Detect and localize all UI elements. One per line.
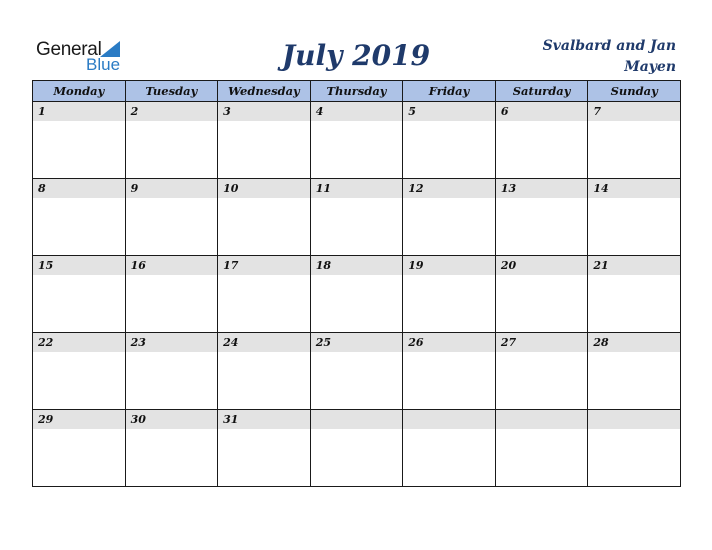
- day-cell: [495, 256, 588, 333]
- day-cell: [33, 179, 126, 256]
- day-cell: [218, 256, 311, 333]
- day-number: 3: [218, 102, 310, 121]
- day-number: 6: [496, 102, 588, 121]
- day-number: 19: [403, 256, 495, 275]
- weekday-tuesday: Tuesday: [125, 81, 218, 102]
- day-cell: [495, 102, 588, 179]
- day-cell: [125, 410, 218, 487]
- day-cell: [310, 410, 403, 487]
- day-cell: [218, 333, 311, 410]
- day-number: 28: [588, 333, 680, 352]
- day-cell: [403, 410, 496, 487]
- weekday-sunday: Sunday: [588, 81, 681, 102]
- day-number: 29: [33, 410, 125, 429]
- day-number: [311, 410, 403, 429]
- week-row: [33, 256, 681, 333]
- day-number: 5: [403, 102, 495, 121]
- day-cell: [403, 102, 496, 179]
- day-cell: [403, 256, 496, 333]
- day-cell: [218, 410, 311, 487]
- week-row: [33, 179, 681, 256]
- week-row: [33, 333, 681, 410]
- day-number: 24: [218, 333, 310, 352]
- day-number: 17: [218, 256, 310, 275]
- day-cell: [495, 179, 588, 256]
- weekday-monday: Monday: [33, 81, 126, 102]
- day-cell: [310, 333, 403, 410]
- day-number: 22: [33, 333, 125, 352]
- day-number: 27: [496, 333, 588, 352]
- weekday-friday: Friday: [403, 81, 496, 102]
- day-cell: [125, 256, 218, 333]
- day-number: 12: [403, 179, 495, 198]
- day-cell: [33, 410, 126, 487]
- day-number: 8: [33, 179, 125, 198]
- day-cell: [310, 179, 403, 256]
- weekday-thursday: Thursday: [310, 81, 403, 102]
- day-cell: [310, 102, 403, 179]
- day-cell: [588, 102, 681, 179]
- day-cell: [495, 410, 588, 487]
- day-number: 14: [588, 179, 680, 198]
- day-number: 30: [126, 410, 218, 429]
- weekday-saturday: Saturday: [495, 81, 588, 102]
- generalblue-logo: [36, 40, 136, 76]
- weekday-wednesday: Wednesday: [218, 81, 311, 102]
- week-row: [33, 102, 681, 179]
- day-number: 20: [496, 256, 588, 275]
- day-number: 1: [33, 102, 125, 121]
- day-cell: [588, 410, 681, 487]
- day-number: 25: [311, 333, 403, 352]
- day-cell: [403, 333, 496, 410]
- logo-word-general: General: [36, 39, 102, 60]
- day-number: [496, 410, 588, 429]
- day-number: 21: [588, 256, 680, 275]
- day-number: 7: [588, 102, 680, 121]
- day-number: 16: [126, 256, 218, 275]
- day-cell: [125, 102, 218, 179]
- day-cell: [588, 333, 681, 410]
- day-cell: [588, 256, 681, 333]
- day-number: 18: [311, 256, 403, 275]
- day-cell: [125, 179, 218, 256]
- logo-word-blue: Blue: [86, 55, 121, 74]
- day-number: 15: [33, 256, 125, 275]
- day-cell: [588, 179, 681, 256]
- calendar-title: July 2019: [281, 39, 431, 72]
- day-cell: [33, 333, 126, 410]
- day-number: 10: [218, 179, 310, 198]
- day-cell: [33, 256, 126, 333]
- day-number: 4: [311, 102, 403, 121]
- day-number: 13: [496, 179, 588, 198]
- day-cell: [403, 179, 496, 256]
- weekday-header-row: [33, 81, 681, 102]
- day-number: 26: [403, 333, 495, 352]
- day-cell: [218, 102, 311, 179]
- day-cell: [310, 256, 403, 333]
- day-number: 31: [218, 410, 310, 429]
- day-cell: [125, 333, 218, 410]
- day-cell: [218, 179, 311, 256]
- day-number: [588, 410, 680, 429]
- day-number: [403, 410, 495, 429]
- region-name: Svalbard and Jan Mayen: [542, 38, 676, 75]
- day-number: 2: [126, 102, 218, 121]
- day-number: 9: [126, 179, 218, 198]
- day-cell: [495, 333, 588, 410]
- day-cell: [33, 102, 126, 179]
- week-row: [33, 410, 681, 487]
- day-number: 23: [126, 333, 218, 352]
- day-number: 11: [311, 179, 403, 198]
- calendar-grid: [32, 80, 681, 487]
